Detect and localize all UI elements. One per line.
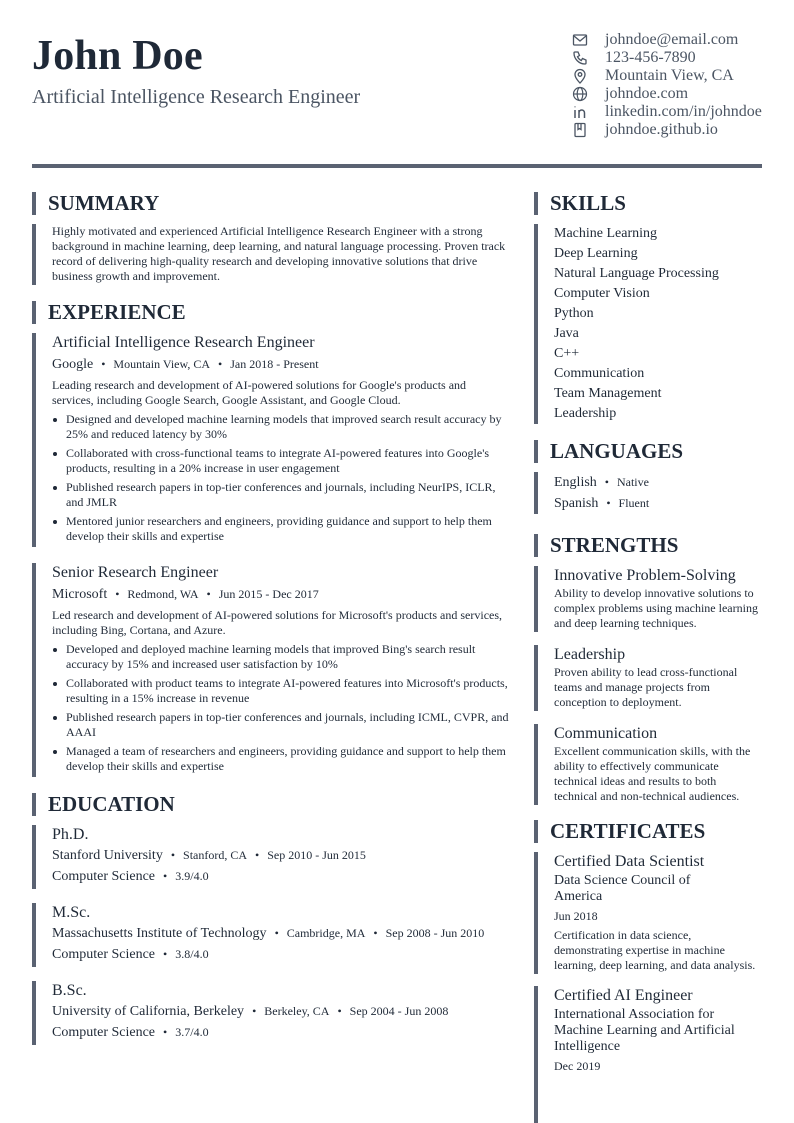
- skill-item: Java: [554, 326, 579, 341]
- gpa: 3.8/4.0: [175, 947, 209, 961]
- contact-location: [572, 67, 767, 85]
- github-icon: [572, 122, 588, 138]
- school-meta: Stanford University • Stanford, CA • Sep 2010 - Jun 2015: [52, 848, 366, 863]
- skill-item: Team Management: [554, 386, 662, 401]
- summary-heading: SUMMARY: [32, 192, 510, 215]
- contact-website[interactable]: [572, 85, 767, 103]
- skill-item: C++: [554, 346, 580, 361]
- education-heading: EDUCATION: [32, 793, 510, 816]
- certificate-name: Certified AI Engineer: [554, 987, 693, 1004]
- school: University of California, Berkeley: [52, 1004, 245, 1019]
- job-meta: Google • Mountain View, CA • Jan 2018 - Present: [52, 357, 319, 372]
- language-name: English: [554, 475, 597, 490]
- linkedin-icon: [572, 104, 588, 120]
- language-level: Fluent: [618, 496, 650, 510]
- job-location: Mountain View, CA: [113, 357, 211, 371]
- strength-description: Excellent communication skills, with the ability to effectively communicate technical ideas and results to both technical and non-technical audiences.: [554, 744, 751, 803]
- phone-icon: [572, 50, 588, 66]
- job-meta: Microsoft • Redmond, WA • Jun 2015 - Dec 2017: [52, 587, 319, 602]
- school: Massachusetts Institute of Technology: [52, 926, 267, 941]
- school-dates: Sep 2008 - Jun 2010: [385, 926, 485, 940]
- school-location: Berkeley, CA: [264, 1004, 330, 1018]
- job-bullet: Mentored junior researchers and engineers, providing guidance and support to help them develop their skills and expertise: [52, 514, 510, 544]
- language-item: English • Native: [554, 475, 649, 490]
- skill-item: Communication: [554, 366, 645, 381]
- field-meta: Computer Science • 3.8/4.0: [52, 947, 209, 962]
- education-item: [32, 981, 510, 1045]
- skill-item: Deep Learning: [554, 246, 638, 261]
- candidate-title: Artificial Intelligence Research Engineer: [32, 86, 361, 108]
- contact-text: johndoe.com: [605, 85, 689, 102]
- job-bullet: Developed and deployed machine learning models that improved Bing's search result accuracy by 15% and increased user satisfaction by 10%: [52, 642, 510, 672]
- certificate-item: [534, 852, 762, 974]
- job-bullet: Designed and developed machine learning models that improved search result accuracy by 25% and reduced latency by 30%: [52, 412, 510, 442]
- experience-item: [32, 563, 510, 777]
- right-column: [534, 192, 762, 1123]
- experience-item: [32, 333, 510, 547]
- job-bullet: Published research papers in top-tier conferences and journals, including NeurIPS, ICLR, and JMLR: [52, 480, 510, 510]
- strength-item: [534, 645, 762, 711]
- contact-text: johndoe@email.com: [605, 31, 739, 48]
- field-meta: Computer Science • 3.7/4.0: [52, 1025, 209, 1040]
- job-bullets: [52, 412, 510, 544]
- language-level: Native: [616, 475, 649, 489]
- school-meta: Massachusetts Institute of Technology • Cambridge, MA • Sep 2008 - Jun 2010: [52, 926, 485, 941]
- job-dates: Jan 2018 - Present: [230, 357, 319, 371]
- job-bullet: Managed a team of researchers and engineers, providing guidance and support to help them develop their skills and expertise: [52, 744, 510, 774]
- job-bullet: Collaborated with cross-functional teams to integrate AI-powered features into Google's products, resulting in a 20% increase in user engagement: [52, 446, 510, 476]
- language-item: Spanish • Fluent: [554, 496, 650, 511]
- strength-title: Communication: [554, 725, 658, 742]
- school-dates: Sep 2010 - Jun 2015: [267, 848, 366, 862]
- certificate-name: Certified Data Scientist: [554, 853, 705, 870]
- job-bullet: Collaborated with product teams to integrate AI-powered features into Microsoft's products, resulting in a 15% increase in revenue: [52, 676, 510, 706]
- skill-item: Computer Vision: [554, 286, 650, 301]
- gpa: 3.7/4.0: [175, 1025, 209, 1039]
- job-location: Redmond, WA: [127, 587, 199, 601]
- skill-item: Machine Learning: [554, 226, 658, 241]
- certificate-item: [534, 986, 762, 1123]
- strengths-heading: STRENGTHS: [534, 534, 762, 557]
- education-item: [32, 825, 510, 889]
- contact-text: linkedin.com/in/johndoe: [605, 103, 762, 120]
- contact-linkedin[interactable]: [572, 103, 767, 121]
- certificates-heading: CERTIFICATES: [534, 820, 762, 843]
- location-pin-icon: [572, 68, 588, 84]
- certificate-issuer: International Association for Machine Learning and Artificial Intelligence: [554, 1007, 735, 1054]
- contact-phone[interactable]: [572, 49, 767, 67]
- globe-icon: [572, 86, 588, 102]
- language-name: Spanish: [554, 496, 599, 511]
- school-location: Cambridge, MA: [286, 926, 366, 940]
- strength-description: Ability to develop innovative solutions to complex problems using machine learning and deep learning techniques.: [554, 586, 758, 630]
- certificate-date: Dec 2019: [554, 1059, 601, 1073]
- job-bullets: [52, 642, 510, 774]
- strength-title: Innovative Problem-Solving: [554, 567, 736, 584]
- contact-text: Mountain View, CA: [605, 67, 734, 84]
- contact-list: [572, 31, 767, 139]
- job-description: Led research and development of AI-powered solutions for Microsoft's products and services, including Bing, Cortana, and Azure.: [52, 608, 503, 637]
- degree: Ph.D.: [52, 826, 89, 843]
- degree: B.Sc.: [52, 982, 87, 999]
- resume-header: [32, 0, 762, 168]
- skills-list: [534, 224, 762, 424]
- languages-list: [534, 472, 762, 514]
- job-dates: Jun 2015 - Dec 2017: [218, 587, 319, 601]
- contact-github[interactable]: [572, 121, 767, 139]
- certificate-description: Certification in data science, demonstrating expertise in machine learning, deep learning, and data analysis.: [554, 928, 756, 972]
- school: Stanford University: [52, 848, 163, 863]
- certificate-issuer: Data Science Council of America: [554, 873, 691, 904]
- company: Google: [52, 357, 94, 372]
- school-meta: University of California, Berkeley • Berkeley, CA • Sep 2004 - Jun 2008: [52, 1004, 449, 1019]
- skills-heading: SKILLS: [534, 192, 762, 215]
- certificate-date: Jun 2018: [554, 909, 598, 923]
- education-item: [32, 903, 510, 967]
- contact-text: johndoe.github.io: [605, 121, 718, 138]
- job-title: Artificial Intelligence Research Engineer: [52, 334, 315, 351]
- contact-email[interactable]: [572, 31, 767, 49]
- field: Computer Science: [52, 947, 156, 962]
- summary-text: Highly motivated and experienced Artificial Intelligence Research Engineer with a strong background in machine learning, deep learning, and natural language processing. Proven track record of delivering high-quality research and developing innovative solutions that drive business growth and improvement.: [32, 224, 510, 285]
- field: Computer Science: [52, 1025, 156, 1040]
- field-meta: Computer Science • 3.9/4.0: [52, 869, 209, 884]
- mail-icon: [572, 32, 588, 48]
- languages-heading: LANGUAGES: [534, 440, 762, 463]
- school-dates: Sep 2004 - Jun 2008: [349, 1004, 449, 1018]
- strength-description: Proven ability to lead cross-functional teams and manage projects from conception to deployment.: [554, 665, 738, 709]
- strength-item: [534, 566, 762, 632]
- candidate-name: John Doe: [32, 33, 203, 79]
- strength-title: Leadership: [554, 646, 626, 663]
- school-location: Stanford, CA: [183, 848, 248, 862]
- job-description: Leading research and development of AI-powered solutions for Google's products and services, including Google Search, Google Assistant, and Google Cloud.: [52, 378, 467, 407]
- gpa: 3.9/4.0: [175, 869, 209, 883]
- field: Computer Science: [52, 869, 156, 884]
- company: Microsoft: [52, 587, 108, 602]
- left-column: [32, 192, 510, 1045]
- skill-item: Python: [554, 306, 594, 321]
- strength-item: [534, 724, 762, 805]
- job-bullet: Published research papers in top-tier conferences and journals, including ICML, CVPR, and AAAI: [52, 710, 510, 740]
- degree: M.Sc.: [52, 904, 91, 921]
- skill-item: Leadership: [554, 406, 617, 421]
- job-title: Senior Research Engineer: [52, 564, 219, 581]
- skill-item: Natural Language Processing: [554, 266, 719, 281]
- experience-heading: EXPERIENCE: [32, 301, 510, 324]
- contact-text: 123-456-7890: [605, 49, 696, 66]
